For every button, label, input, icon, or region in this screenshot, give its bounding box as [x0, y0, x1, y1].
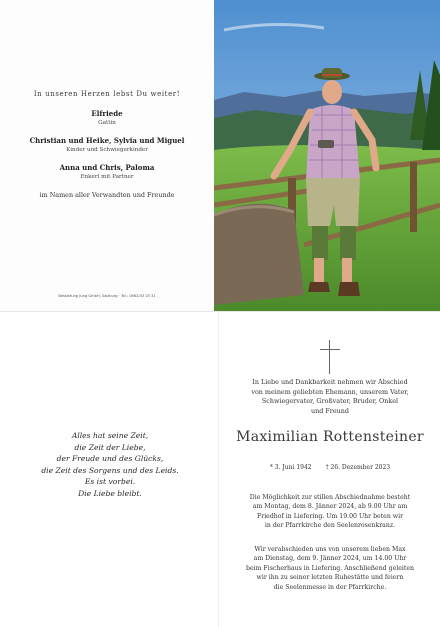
poem-panel [0, 311, 220, 627]
poem-line: Die Liebe bleibt. [78, 488, 142, 498]
mourner-name: Anna und Chris, Paloma [59, 163, 155, 172]
poem-line: Es ist vorbei. [84, 477, 136, 487]
poem [0, 430, 220, 500]
poem-line: der Freude und des Glücks, [56, 454, 164, 464]
death-notice-panel [220, 311, 440, 627]
fold-line-vertical [218, 311, 219, 627]
deceased-name: Maximilian Rottensteiner [236, 429, 424, 445]
death-date: † 26. Dezember 2023 [325, 464, 391, 471]
birth-date: * 3. Juni 1942 [269, 464, 312, 471]
mourner-name: Elfriede [91, 109, 123, 118]
intro-line: Schwiegervater, Großvater, Bruder, Onkel [261, 397, 399, 406]
poem-line: Alles hat seine Zeit, [71, 431, 149, 440]
info-line: am Dienstag, dem 9. Jänner 2024, um 14.00 Uhr [253, 555, 407, 563]
funeral-info [220, 545, 440, 592]
mourner-spouse [0, 109, 214, 126]
closing-line: im Namen aller Verwandten und Freunde [39, 191, 175, 199]
poem-line: die Zeit der Liebe, [74, 442, 146, 452]
info-line: Die Möglichkeit zur stillen Abschiednahme besteht [249, 494, 411, 501]
info-line: wir ihn zu seiner letzten Ruhestätte und feiern [256, 574, 404, 582]
mourner-role: Enkerl mit Partner [80, 174, 134, 180]
heading: In unseren Herzen lebst Du weiter! [33, 90, 181, 98]
viewing-info [220, 493, 440, 531]
info-line: Friedhof in Liefering. Um 19.00 Uhr beten wir [256, 512, 404, 520]
info-line: in der Pfarrkirche den Seelenrosenkranz. [264, 522, 396, 530]
mourner-role: Kinder und Schwiegerkinder [66, 147, 148, 153]
cross-icon [320, 340, 340, 374]
info-line: beim Fischerhaus in Liefering. Anschließend geleiten [246, 564, 414, 572]
intro-line: In Liebe und Dankbarkeit nehmen wir Abschied [252, 378, 408, 386]
imprint: Bestattung Jung GmbH, Salzburg · Tel.: 0662/43 25 31 [58, 294, 156, 298]
portrait-photo [214, 0, 440, 311]
info-line: am Montag, dem 8. Jänner 2024, ab 9.00 Uhr am [252, 503, 408, 511]
man-in-hiking-outfit-photo [214, 0, 440, 311]
mourner-grandchildren [0, 163, 214, 180]
mourner-role: Gattin [98, 120, 116, 126]
info-line: die Seelenmesse in der Pfarrkirche. [273, 583, 387, 591]
intro-line: und Freund [311, 406, 349, 415]
family-panel [0, 0, 214, 311]
fold-line-horizontal [0, 311, 440, 312]
info-line: Wir verabschieden uns von unserem lieben Max [254, 546, 406, 553]
mourner-name: Christian und Heike, Sylvia und Miguel [29, 136, 185, 145]
poem-line: die Zeit des Sorgens und des Leids. [41, 465, 179, 475]
life-dates [220, 464, 440, 471]
intro-text [220, 378, 440, 416]
intro-line: von meinem geliebten Ehemann, unserem Vater, [251, 387, 409, 396]
mourner-children [0, 136, 214, 153]
